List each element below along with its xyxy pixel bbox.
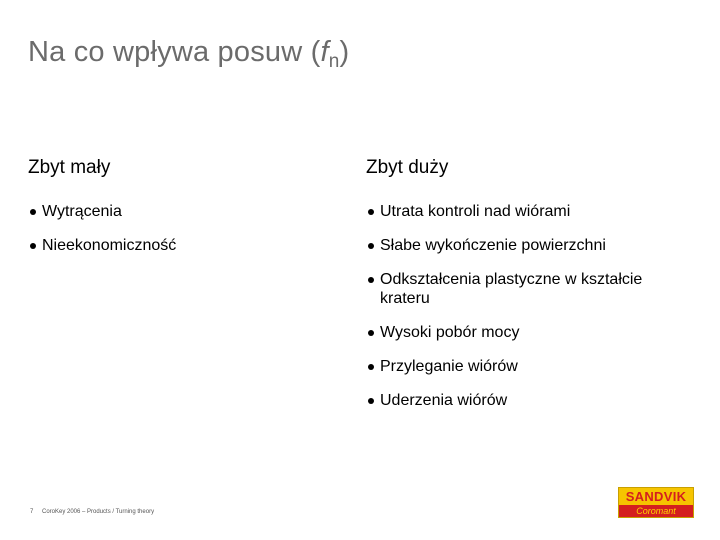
logo-name: SANDVIK (619, 488, 693, 505)
list-item-text: Wysoki pobór mocy (380, 324, 520, 341)
list-item (366, 323, 696, 342)
left-list (28, 202, 328, 255)
list-item (366, 357, 696, 376)
list-item-text: Uderzenia wiórów (380, 392, 508, 409)
right-column (366, 156, 696, 425)
bullet-icon (368, 330, 374, 336)
slide-title (28, 36, 349, 73)
right-heading: Zbyt duży (366, 157, 449, 178)
page-number: 7 (30, 509, 34, 515)
title-symbol: f (320, 36, 329, 68)
bullet-icon (368, 243, 374, 249)
bullet-icon (30, 209, 36, 215)
list-item (366, 270, 696, 308)
title-suffix: ) (339, 36, 350, 68)
bullet-icon (368, 364, 374, 370)
list-item-text: Nieekonomiczność (42, 237, 177, 254)
list-item-text: Odkształcenia plastyczne w kształcie krateru (380, 271, 643, 307)
title-prefix: Na co wpływa posuw ( (28, 36, 321, 68)
list-item-text: Utrata kontroli nad wiórami (380, 203, 571, 220)
bullet-icon (368, 398, 374, 404)
sandvik-logo (618, 487, 694, 518)
left-heading: Zbyt mały (28, 157, 111, 178)
list-item-text: Przyleganie wiórów (380, 358, 518, 375)
bullet-icon (30, 243, 36, 249)
list-item (28, 202, 328, 221)
list-item-text: Słabe wykończenie powierzchni (380, 237, 606, 254)
left-column (28, 156, 328, 270)
bullet-icon (368, 277, 374, 283)
footer-text: CoroKey 2006 – Products / Turning theory (42, 509, 155, 515)
list-item (366, 391, 696, 410)
title-subscript: n (328, 51, 340, 72)
list-item-text: Wytrącenia (42, 203, 122, 220)
list-item (28, 236, 328, 255)
right-list (366, 202, 696, 410)
list-item (366, 236, 696, 255)
logo-sub: Coromant (619, 505, 693, 517)
bullet-icon (368, 209, 374, 215)
list-item (366, 202, 696, 221)
